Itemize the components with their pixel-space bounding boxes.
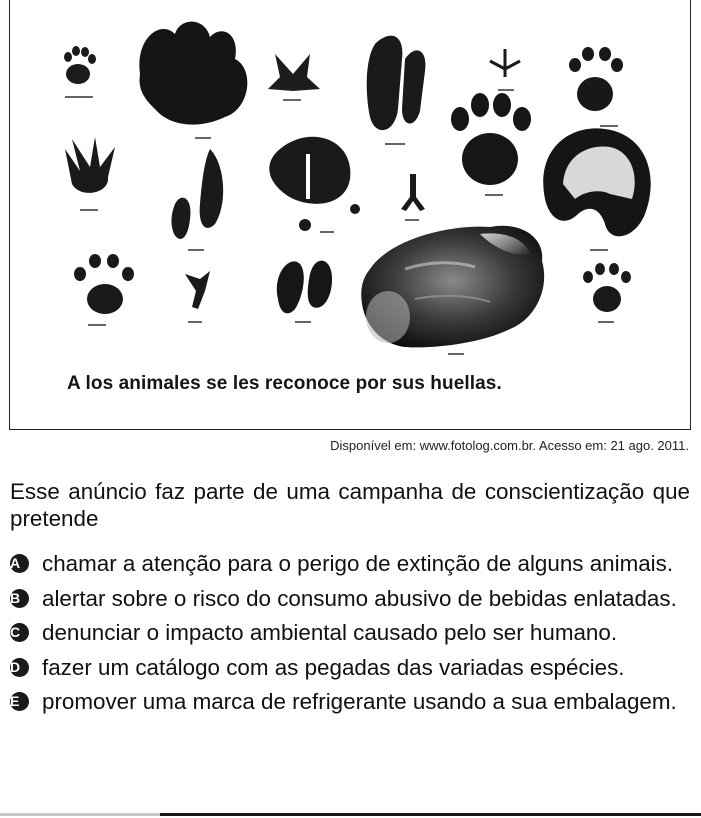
- option-text: denunciar o impacto ambiental causado pelo ser humano.: [42, 620, 618, 645]
- option-letter-badge: E: [10, 692, 29, 711]
- option-letter-badge: C: [10, 623, 29, 642]
- option-letter-badge: A: [10, 554, 29, 573]
- option-text: promover uma marca de refrigerante usando a sua embalagem.: [42, 689, 677, 714]
- option-e[interactable]: [10, 690, 690, 714]
- divider-light-segment: [0, 813, 160, 816]
- animal-footprints-illustration: [10, 0, 692, 431]
- paw-print-large-2: [451, 93, 531, 196]
- option-text: alertar sobre o risco do consumo abusivo de bebidas enlatadas.: [42, 585, 677, 611]
- question-stem: Esse anúncio faz parte de uma campanha de conscientização que pretende: [10, 479, 690, 531]
- hoof-print-split-1: [367, 36, 426, 145]
- option-text: fazer um catálogo com as pegadas das variadas espécies.: [42, 654, 625, 680]
- bird-print-2: [401, 174, 425, 221]
- crushed-soda-can: [361, 226, 544, 355]
- hoof-print-horse-round: [269, 137, 360, 233]
- paw-print-large-bear: [139, 22, 247, 139]
- bottom-divider: [0, 813, 701, 816]
- divider-dark-segment: [160, 813, 701, 816]
- bird-print-1: [490, 49, 520, 77]
- source-citation: Disponível em: www.fotolog.com.br. Acesso em: 21 ago. 2011.: [330, 438, 689, 453]
- claw-print-beaver: [65, 137, 115, 211]
- webbed-print-duck: [268, 54, 320, 101]
- option-letter-badge: D: [10, 658, 29, 677]
- hoof-print-deer: [171, 149, 223, 251]
- hoof-print-split-2: [277, 261, 332, 323]
- paw-print-small-4: [583, 263, 631, 323]
- hoof-print-horseshoe: [543, 128, 650, 251]
- bird-print-3: [185, 271, 210, 323]
- option-a[interactable]: [10, 552, 690, 576]
- ad-slogan: A los animales se les reconoce por sus huellas.: [67, 373, 502, 394]
- paw-print-small-1: [64, 46, 96, 98]
- option-letter-badge: B: [10, 589, 29, 608]
- option-b[interactable]: [10, 587, 690, 611]
- option-text: chamar a atenção para o perigo de extinção de alguns animais.: [42, 551, 674, 576]
- option-c[interactable]: [10, 621, 690, 645]
- paw-print-small-2: [569, 47, 623, 127]
- paw-print-small-3: [74, 254, 134, 326]
- answer-options: [10, 552, 690, 725]
- option-d[interactable]: [10, 656, 690, 680]
- advertisement-image: [9, 0, 691, 430]
